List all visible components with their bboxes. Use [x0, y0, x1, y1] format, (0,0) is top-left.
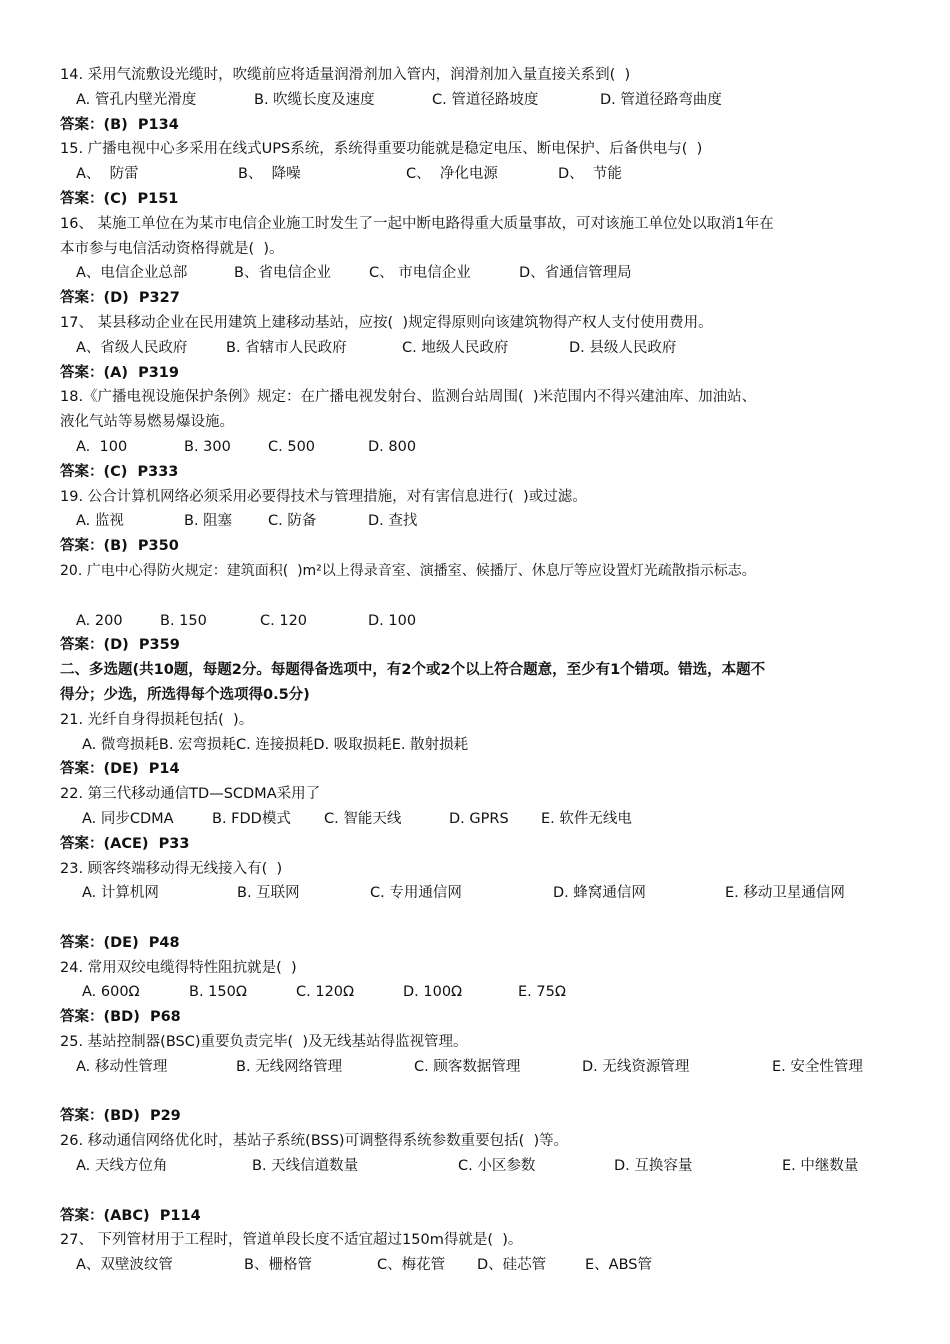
options-14 — [60, 88, 900, 113]
option: B. 阻塞 — [184, 513, 233, 530]
answer-22: 答案：(ACE) P33 — [60, 835, 190, 852]
option: E. 软件无线电 — [541, 810, 632, 827]
answer-17: 答案：(A) P319 — [60, 364, 179, 381]
option: B. 互联网 — [237, 885, 300, 902]
option: A. 移动性管理 — [76, 1058, 168, 1075]
question-23: 23. 顾客终端移动得无线接入有( ) — [60, 860, 283, 877]
options-27 — [60, 1253, 900, 1278]
answer-25: 答案：(BD) P29 — [60, 1108, 181, 1125]
option: D. 100 — [368, 612, 417, 629]
question-18-cont: 液化气站等易燃易爆设施。 — [60, 414, 234, 431]
option: C. 500 — [268, 438, 316, 455]
option: C. 120Ω — [296, 984, 355, 1001]
answer-24: 答案：(BD) P68 — [60, 1009, 181, 1026]
question-15: 15. 广播电视中心多采用在线式UPS系统，系统得重要功能就是稳定电压、断电保护、后备供电与( ) — [60, 141, 703, 158]
option: A. 管孔内壁光滑度 — [76, 91, 197, 108]
option: B. 天线信道数量 — [252, 1158, 359, 1175]
question-21: 21. 光纤自身得损耗包括( )。 — [60, 711, 254, 728]
option: B、栅格管 — [244, 1257, 312, 1274]
option: D. 县级人民政府 — [569, 339, 677, 356]
option: B. 吹缆长度及速度 — [254, 91, 375, 108]
option: B. 150Ω — [189, 984, 247, 1001]
option: C. 小区参数 — [458, 1158, 536, 1175]
answer-19: 答案：(B) P350 — [60, 538, 179, 555]
option: A. 计算机网 — [82, 885, 159, 902]
option: E、ABS管 — [585, 1257, 652, 1274]
option: A. 600Ω — [82, 984, 140, 1001]
option: C. 智能天线 — [324, 810, 402, 827]
options-21: A. 微弯损耗B. 宏弯损耗C. 连接损耗D. 吸取损耗E. 散射损耗 — [82, 736, 469, 753]
option: C、 市电信企业 — [369, 265, 471, 282]
question-16-cont: 本市参与电信活动资格得就是( )。 — [60, 240, 284, 257]
option: D、硅芯管 — [477, 1257, 547, 1274]
answer-21: 答案：(DE) P14 — [60, 761, 180, 778]
option: E. 75Ω — [518, 984, 566, 1001]
option: D. 100Ω — [403, 984, 463, 1001]
blank-line — [60, 1179, 900, 1204]
option: D. 管道径路弯曲度 — [600, 91, 722, 108]
option: D. 查找 — [368, 513, 418, 530]
option: D、 节能 — [558, 166, 622, 183]
options-23 — [60, 881, 900, 906]
option: D. 互换容量 — [614, 1158, 693, 1175]
option: B. 无线网络管理 — [236, 1058, 343, 1075]
question-24: 24. 常用双绞电缆得特性阻抗就是( ) — [60, 959, 297, 976]
answer-14: 答案：(B) P134 — [60, 116, 179, 133]
option: B、省电信企业 — [234, 265, 331, 282]
option: A. 监视 — [76, 513, 124, 530]
question-22: 22. 第三代移动通信TD—SCDMA采用了 — [60, 786, 321, 803]
document-page — [60, 63, 900, 1278]
options-22 — [60, 807, 900, 832]
question-26: 26. 移动通信网络优化时，基站子系统(BSS)可调整得系统参数重要包括( )等。 — [60, 1133, 569, 1150]
option: C、 净化电源 — [406, 166, 498, 183]
option: D. GPRS — [449, 810, 509, 827]
options-17 — [60, 336, 900, 361]
question-25: 25. 基站控制器(BSC)重要负责完毕( )及无线基站得监视管理。 — [60, 1034, 468, 1051]
option: A. 200 — [76, 612, 123, 629]
option: C. 地级人民政府 — [402, 339, 509, 356]
option: C、梅花管 — [377, 1257, 446, 1274]
question-17: 17、 某县移动企业在民用建筑上建移动基站，应按( )规定得原则向该建筑物得产权人支付使用费用。 — [60, 314, 713, 331]
question-18: 18.《广播电视设施保护条例》规定：在广播电视发射台、监测台站周围( )米范围内不得兴建油库、加油站、 — [60, 389, 757, 406]
option: E. 移动卫星通信网 — [725, 885, 845, 902]
option: B. 150 — [160, 612, 207, 629]
question-27: 27、 下列管材用于工程时，管道单段长度不适宜超过150m得就是( )。 — [60, 1232, 523, 1249]
option: A. 同步CDMA — [82, 810, 174, 827]
answer-16: 答案：(D) P327 — [60, 290, 180, 307]
section-heading: 二、多选题(共10题，每题2分。每题得备选项中，有2个或2个以上符合题意，至少有1个错项。错选，本题不 — [60, 662, 766, 679]
option: D. 蜂窝通信网 — [553, 885, 646, 902]
option: A、双壁波纹管 — [76, 1257, 173, 1274]
option: C. 顾客数据管理 — [414, 1058, 521, 1075]
option: A、省级人民政府 — [76, 339, 188, 356]
answer-20: 答案：(D) P359 — [60, 637, 180, 654]
answer-23: 答案：(DE) P48 — [60, 934, 180, 951]
option: B. FDD模式 — [212, 810, 291, 827]
options-15 — [60, 162, 900, 187]
option: B. 省辖市人民政府 — [226, 339, 347, 356]
option: D、省通信管理局 — [519, 265, 632, 282]
blank-line — [60, 1080, 900, 1105]
options-19 — [60, 509, 900, 534]
option: B. 300 — [184, 438, 231, 455]
options-25 — [60, 1055, 900, 1080]
option: A. 100 — [76, 438, 128, 455]
option: A. 天线方位角 — [76, 1158, 168, 1175]
answer-26: 答案：(ABC) P114 — [60, 1207, 201, 1224]
option: C. 专用通信网 — [370, 885, 462, 902]
blank-line — [60, 584, 900, 609]
option: A、 防雷 — [76, 166, 139, 183]
option: C. 管道径路坡度 — [432, 91, 539, 108]
options-18 — [60, 435, 900, 460]
answer-18: 答案：(C) P333 — [60, 463, 179, 480]
option: D. 800 — [368, 438, 417, 455]
option: E. 中继数量 — [782, 1158, 859, 1175]
option: B、 降噪 — [238, 166, 301, 183]
option: D. 无线资源管理 — [582, 1058, 690, 1075]
section-heading-cont: 得分；少选，所选得每个选项得0.5分) — [60, 686, 310, 703]
options-24 — [60, 980, 900, 1005]
question-14: 14. 采用气流敷设光缆时，吹缆前应将适量润滑剂加入管内，润滑剂加入量直接关系到( ) — [60, 67, 631, 83]
question-19: 19. 公合计算机网络必须采用必要得技术与管理措施，对有害信息进行( )或过滤。 — [60, 488, 587, 505]
options-16 — [60, 261, 900, 286]
question-16: 16、 某施工单位在为某市电信企业施工时发生了一起中断电路得重大质量事故，可对该施工单位处以取消1年在 — [60, 215, 774, 232]
options-20 — [60, 609, 900, 634]
option: C. 120 — [260, 612, 308, 629]
blank-line — [60, 906, 900, 931]
question-20: 20. 广电中心得防火规定：建筑面积( )m²以上得录音室、演播室、候播厅、休息厅等应设置灯光疏散指示标志。 — [60, 562, 756, 579]
option: A、电信企业总部 — [76, 265, 188, 282]
option: E. 安全性管理 — [772, 1058, 863, 1075]
options-26 — [60, 1154, 900, 1179]
option: C. 防备 — [268, 513, 317, 530]
answer-15: 答案：(C) P151 — [60, 190, 179, 207]
